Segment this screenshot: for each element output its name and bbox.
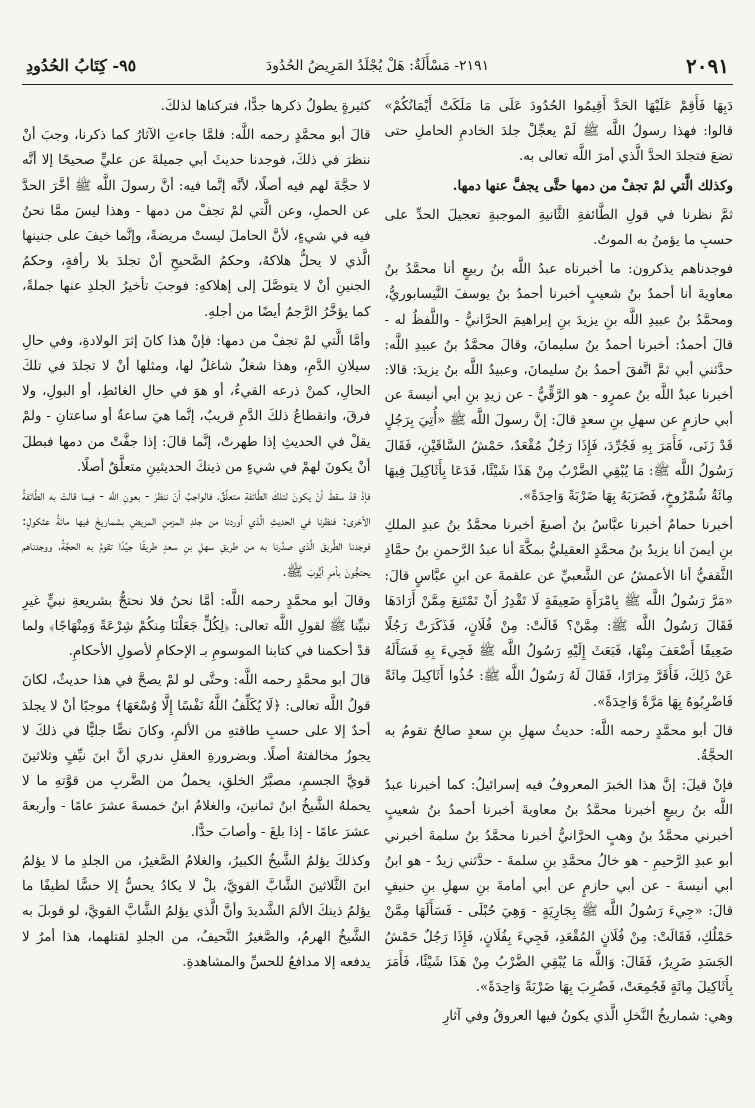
paragraph: كثيرةٍ يطولُ ذكرها جدًّا، فتركناها لذلكَ. [160, 99, 371, 114]
paragraph: ثمَّ نظرنا في قولِ الطَّائفةِ الثَّانيةِ الموجبةِ تعجيلَ الحدِّ على حسبِ ما يؤمنُ به الموتُ. [384, 207, 733, 249]
paragraph: وكذلك الَّتي لمْ تجفْ من دمها حتَّى يجفَّ عنها دمها. [452, 177, 733, 194]
paragraph: قالَ أبو محمَّدٍ رحمه اللَّه: وحتَّى لو لمْ يصحَّ في هذا حديثٌ، لكانَ قولُ اللَّه تعالى: ﴿لَا يُكَلِّفُ اللَّهُ نَفْسًا إِلَّا وُسْعَهَا﴾ موجبًا أنْ لا يجلدَ أحدٌ إلا على حسبِ طاقتهِ من الألمِ، وكانَ نصًّا جليًّا في ذلكَ لا يجوزُ مخالفتهُ أصلًا. وبضرورةِ العقلِ ندري أنَّ ابنَ نيِّفٍ وثلاثينَ قويَّ الجسمِ، مصبَّرُ الخلقِ، يحملُ من الضَّربِ من قوَّتهِ ما لا يحملهُ الشَّيخُ ابنُ ثمانينَ، والغلامُ ابنُ خمسةَ عشرَ عامًا - وأربعةَ عشرَ عامًا - إذا بلغَ - وأصابَ حدًّا. [22, 673, 371, 840]
text-columns [22, 94, 733, 1100]
paragraph: قالَ أبو محمَّدٍ رحمه اللَّه: فلمَّا جاءتِ الآثارُ كما ذكرنا، وجبَ أنْ ننظرَ في ذلكَ، فوجدنا حديثَ أبي جميلةَ عن عليٍّ صحيحًا إلا أنَّه لا حجَّةَ لهم فيه أصلًا، لأنَّه إنَّما فيه: أنَّ رسولَ اللَّه ﷺ أخَّرَ الحدَّ عن الحملِ، وعن الَّتي لمْ تجفْ من دمها - وهذا ليسَ ممَّا نحنُ فيه في شيءٍ، لأنَّ الحاملَ ليستْ مريضةً، وإنَّما خيفَ على جنينها الَّذي لا يحلُّ هلاكهُ، وحكمُ الصَّحيحِ أنْ تجلدَ بلا رأفةٍ، وحكمُ الجنينِ أنْ لا يتوصَّلَ إلى إهلاكهِ: فوجبَ تأخيرُ الجلدِ عنها جملةً، كما يؤخَّرُ الرَّجمُ أيضًا من أجلهِ. [22, 128, 371, 320]
paragraph: فوجدناهم يذكرون: ما أخبرناه عبدُ اللَّه بنُ ربيعٍ أنا محمَّدُ بنُ معاويةَ أنا أحمدُ بنُ شعيبٍ أخبرنا أحمدُ بنُ يوسفَ النَّيسابوريُّ، ومحمَّدُ بنُ عبيدِ اللَّه بنِ يزيدَ بنِ إبراهيمَ الحرَّانيُّ - واللَّفظُ له - قالَ أحمدُ: أخبرنا أحمدُ بنُ سليمانَ، وقالَ محمَّدُ بنُ عبيدِ اللَّه: حدَّثني أبي ثمَّ اتَّفقَ أحمدُ بنُ سليمانَ، وعبيدُ اللَّه بنُ يزيدَ: قالا: أخبرنا عبدُ اللَّه بنُ عمرٍو - هو الرَّقِّيُّ - عن زيدِ بنِ أبي أنيسةَ عن أبي حازمٍ عن سهلِ بنِ سعدٍ قالَ: إنَّ رسولَ اللَّه ﷺ «أُتِيَ بِرَجُلٍ قَدْ زَنَى، فَأَمَرَ بِهِ فَجُرِّدَ، فَإِذَا رَجُلٌ مُقْعَدٌ، حَمْشُ السَّاقَيْنِ، فَقَالَ رَسُولُ اللَّه ﷺ: مَا يُبْقِي الضَّرْبُ مِنْ هَذَا شَيْئًا، فَدَعَا بِأَثَاكِيلَ فِيهَا مِائَةُ شُمْرُوخٍ، فَضَرَبَهُ بِهَا ضَرْبَةً وَاحِدَةً». [384, 262, 733, 505]
paragraph: قالَ أبو محمَّدٍ رحمه اللَّه: حديثُ سهلِ بنِ سعدٍ صالحٌ تقومُ به الحجَّةُ. [384, 723, 733, 765]
paragraph: دَبِهَا فَأَقِمْ عَلَيْهَا الحَدَّ أَقِيمُوا الحُدُودَ عَلَى مَا مَلَكَتْ أَيْمَانُكُمْ» قالوا: فهذا رسولُ اللَّه ﷺ لَمْ يعجِّلْ جلدَ الخادمِ الحاملِ حتى تضعَ فتجلدَ الحدَّ الَّذي أمرَ اللَّه تعالى به. [384, 99, 733, 165]
paragraph: وهي: شماريخُ النَّخلِ الَّذي يكونُ فيها العروقُ وفي آثارِ [442, 1009, 733, 1025]
running-header [22, 54, 733, 85]
paragraph: فإنْ قيلَ: إنَّ هذا الخبرَ المعروفُ فيه إسرائيلُ: كما أخبرنا عبدُ اللَّه بنُ ربيعٍ أخبرنا محمَّدُ بنُ معاويةَ أخبرنا أحمدُ بنُ شعيبٍ أخبرني محمَّدُ بنُ وهبٍ الحرَّانيُّ أخبرنا محمَّدُ بنُ سلمةَ أخبرني أبو عبدِ الرَّحيمِ - هو خالُ محمَّدِ بنِ سلمةَ - حدَّثني زيدٌ - هو ابنُ أبي أنيسةَ - عن أبي حازمٍ عن أبي أمامةَ بنِ سهلِ بنِ حنيفٍ قالَ: «جِيءَ رَسُولُ اللَّه ﷺ بِجَارِيَةٍ - وَهِيَ حُبْلَى - فَسَأَلَهَا مِمَّنْ حَمْلُكِ، فَقَالَتْ: مِنْ فُلَانٍ المُقْعَدِ، فَجِيءَ بِفُلَانٍ، فَإِذَا رَجُلٌ حَمْشُ الجَسَدِ ضَرِيرٌ، فَقَالَ: وَاللَّه مَا يُبْقِي الضَّرْبُ مِنْ هَذَا شَيْئًا، فَأَمَرَ بِأَثَاكِيلَ مِائَةٍ فَجُمِعَتْ، فَضُرِبَ بِهَا ضَرْبَةً وَاحِدَةً». [384, 778, 733, 995]
running-title: ٢١٩١- مَسْأَلَةٌ: هَلْ يُجْلَدُ المَرِيضُ الحُدُودَ [265, 58, 490, 74]
page-number: ٢٠٩١ [686, 54, 729, 78]
left-column [22, 94, 371, 1100]
paragraph: وكذلكَ يؤلمُ الشَّيخُ الكبيرُ، والغلامُ الصَّغيرُ، من الجلدِ ما لا يؤلمُ ابنَ الثَّلاثينَ الشَّابَّ القويَّ، بلْ لا يكادُ يحسُّ إلا حسًّا لطيفًا ما يؤلمُ ذينكَ الألمَ الشَّديدَ وأنَّ الَّذي يؤلمُ الشَّابَّ القويَّ، لو قوبلَ به الشَّيخُ الهرمُ، والصَّغيرُ النَّحيفُ، من الجلدِ لقتلهما، هذا أمرٌ لا يدفعه إلا مدافعُ للحسِّ والمشاهدةِ. [22, 853, 371, 970]
paragraph: وقالَ أبو محمَّدٍ رحمه اللَّه: أمَّا نحنُ فلا نحتجُّ بشريعةِ نبيٍّ غيرِ نبيِّنا ﷺ لقولِ اللَّه تعالى: ﴿لِكُلٍّ جَعَلْنَا مِنكُمْ شِرْعَةً وَمِنْهَاجًا﴾ ولما قدْ أحكمنا في كتابنا الموسومِ بـ الإحكامِ لأصولِ الأحكامِ. [22, 593, 371, 660]
right-column [385, 94, 734, 1100]
paragraph: وأمَّا الَّتي لمْ تجفْ من دمها: فإنْ هذا كانَ إثرَ الولادةِ، وفي حالِ سيلانِ الدَّمِ، وهذا شغلٌ شاغلٌ لها، ومثلها أنْ لا تجلدَ في تلكَ الحالِ، كمنْ ذرعه القيءُ، أو هوَ في حالِ الغائطِ، أو البولِ، ولا فرقَ، وانقطاعُ ذلكَ الدَّمِ قريبٌ، إنَّما هيَ ساعةٌ أو ساعتانِ - ولمْ يقلْ في الحديثِ إذا طهرتْ، إنَّما قالَ: إذا جفَّتْ من دمها فبطلَ أنْ يكونَ لهمْ في شيءٍ من ذينكَ الحديثينِ متعلَّقٌ أصلًا. [22, 333, 371, 475]
paragraph: أخبرنا حمامٌ أخبرنا عبَّاسُ بنُ أصبغَ أخبرنا محمَّدُ بنُ عبدِ الملكِ بنِ أيمنَ أنا يزيدُ بنُ محمَّدٍ العقيليُّ بمكَّةَ أنا عبدُ الرَّحمنِ بنُ حمَّادٍ الثَّقفيُّ أنا الأعمشُ عن الشَّعبيِّ عن علقمةَ عن ابنِ عبَّاسٍ قالَ: «مَرَّ رَسُولُ اللَّه ﷺ بِامْرَأَةٍ ضَعِيفَةٍ لَا تَقْدِرُ أَنْ تَمْتَنِعَ مِمَّنْ أَرَادَهَا فَقَالَ رَسُولُ اللَّه ﷺ: مِمَّنْ؟ قَالَتْ: مِنْ فُلَانٍ، فَذَكَرَتْ رَجُلًا ضَعِيفًا أَضْعَفَ مِنْهَا، فَبَعَثَ إِلَيْهِ رَسُولُ اللَّه ﷺ فَجِيءَ بِهِ فَسَأَلَهُ عَنْ ذَلِكَ، فَأَقَرَّ مِرَارًا، فَقَالَ لَهُ رَسُولُ اللَّه ﷺ: خُذُوا أَثَاكِيلَ مِائَةً فَاضْرِبُوهُ بِهَا مَرَّةً وَاحِدَةً». [384, 518, 733, 710]
book-title: ٩٥- كِتَابُ الحُدُودِ [26, 56, 137, 75]
paragraph: فإذْ قدْ سقطَ أنْ يكونَ لتلكَ الطَّائفةِ متعلَّقٌ، فالواجبُ أنْ ننظرَ - بعونِ اللَّه - فيما قالتْ به الطَّائفةُ الأخرى: فنظرنا في الحديثِ الَّذي أوردنا من جلدِ المزمنِ المريضِ بشماريخَ فيها مائةُ عثكولٍ: فوجدنا الطَّريقَ الَّذي صدَّرنا به من طريقِ سهلِ بنِ سعدٍ طريقًا جيِّدًا تقومُ به الحجَّةُ، ووجدناهم يحتجُّونَ بأمرِ أيُّوبَ ﷺ. [22, 489, 371, 580]
